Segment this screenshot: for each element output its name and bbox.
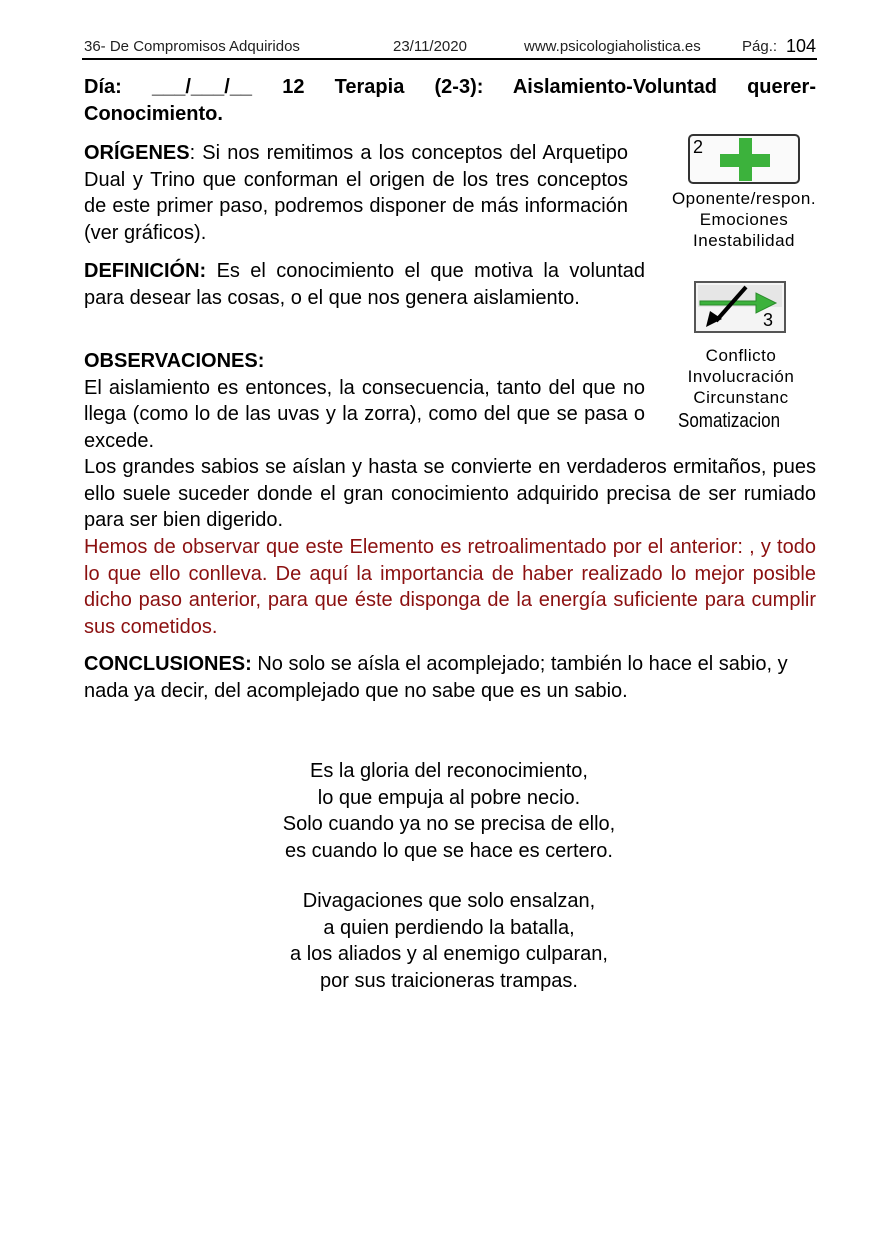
page-title: Día: ___/___/__ 12 Terapia (2-3): Aislamiento-Voluntad querer- Conocimiento. <box>84 74 816 127</box>
header-website[interactable]: www.psicologiaholistica.es <box>524 38 701 55</box>
title-line2: Conocimiento. <box>84 102 223 125</box>
poem-line: lo que empuja al pobre necio. <box>317 786 581 809</box>
observaciones-p2: Los grandes sabios se aíslan y hasta se convierte en verdaderos ermitaños, pues ello suele suceder donde el gran conocimiento adquirido precisa de ser rumiado para ser bien digerido. <box>84 456 816 531</box>
figure2-label: Circunstanc <box>693 388 789 407</box>
figure2-label: Conflicto <box>705 346 777 365</box>
conclusiones-text: No solo se aísla el acomplejado; también lo hace el sabio, y nada ya decir, del acomplejado que no sabe que es un sabio. <box>84 653 788 702</box>
definicion-label: DEFINICIÓN: <box>84 260 207 282</box>
conclusiones-label: CONCLUSIONES: <box>84 653 252 675</box>
poem-stanza-2 <box>200 888 698 994</box>
page-label: Pág.: <box>742 38 778 55</box>
figure1-label: Inestabilidad <box>693 231 795 250</box>
green-plus-icon <box>688 134 800 184</box>
origenes-section <box>84 140 628 246</box>
poem-line: a los aliados y al enemigo culparan, <box>290 943 608 965</box>
poem-line: Divagaciones que solo ensalzan, <box>302 890 596 912</box>
origenes-label: ORÍGENES <box>84 142 190 164</box>
poem-line: es cuando lo que se hace es certero. <box>285 839 613 862</box>
chapter-title: 36- De Compromisos Adquiridos <box>84 38 300 55</box>
poem-line: a quien perdiendo la batalla, <box>323 916 575 939</box>
page-number: 104 <box>786 36 817 56</box>
definicion-text: Es el conocimiento el que motiva la voluntad para desear las cosas, o el que nos genera aislamiento. <box>84 260 645 309</box>
figure2-number: 3 <box>763 310 774 330</box>
header-date: 23/11/2020 <box>393 38 467 55</box>
poem-line: Es la gloria del reconocimiento, <box>310 760 588 782</box>
figure1-labels <box>648 188 840 251</box>
figure1-label: Oponente/respon. <box>671 189 817 208</box>
poem-stanza-1 <box>200 758 698 864</box>
origenes-text: : Si nos remitimos a los conceptos del Arquetipo Dual y Trino que conforman el origen de los tres conceptos de este primer paso, podremos disponer de más información (ver gráficos). <box>84 142 628 244</box>
figure1-number: 2 <box>693 137 704 157</box>
observaciones-p1: El aislamiento es entonces, la consecuencia, tanto del que no llega (como lo de las uvas y la zorra), como del que se pasa o excede. <box>84 376 645 452</box>
figure2-label: Involucración <box>687 367 795 386</box>
poem-line: Solo cuando ya no se precisa de ello, <box>282 813 616 835</box>
page-header <box>82 38 817 60</box>
observaciones-section <box>84 348 645 454</box>
conclusiones-section <box>84 651 816 704</box>
figure2-labels <box>664 345 818 408</box>
green-arrow-cross-icon <box>694 281 786 333</box>
figure1-label: Emociones <box>699 210 789 229</box>
poem-line: por sus traicioneras trampas. <box>320 969 578 992</box>
definicion-section <box>84 258 645 311</box>
observaciones-label: OBSERVACIONES: <box>84 350 265 372</box>
observaciones-p3: Hemos de observar que este Elemento es retroalimentado por el anterior: , y todo lo que ello conlleva. De aquí la importancia de haber realizado lo mejor posible dicho paso anterior, para que éste disponga de la energía suficiente para cumplir sus cometidos. <box>84 536 816 638</box>
figure2-label-bottom: Somatizacion <box>678 410 781 432</box>
